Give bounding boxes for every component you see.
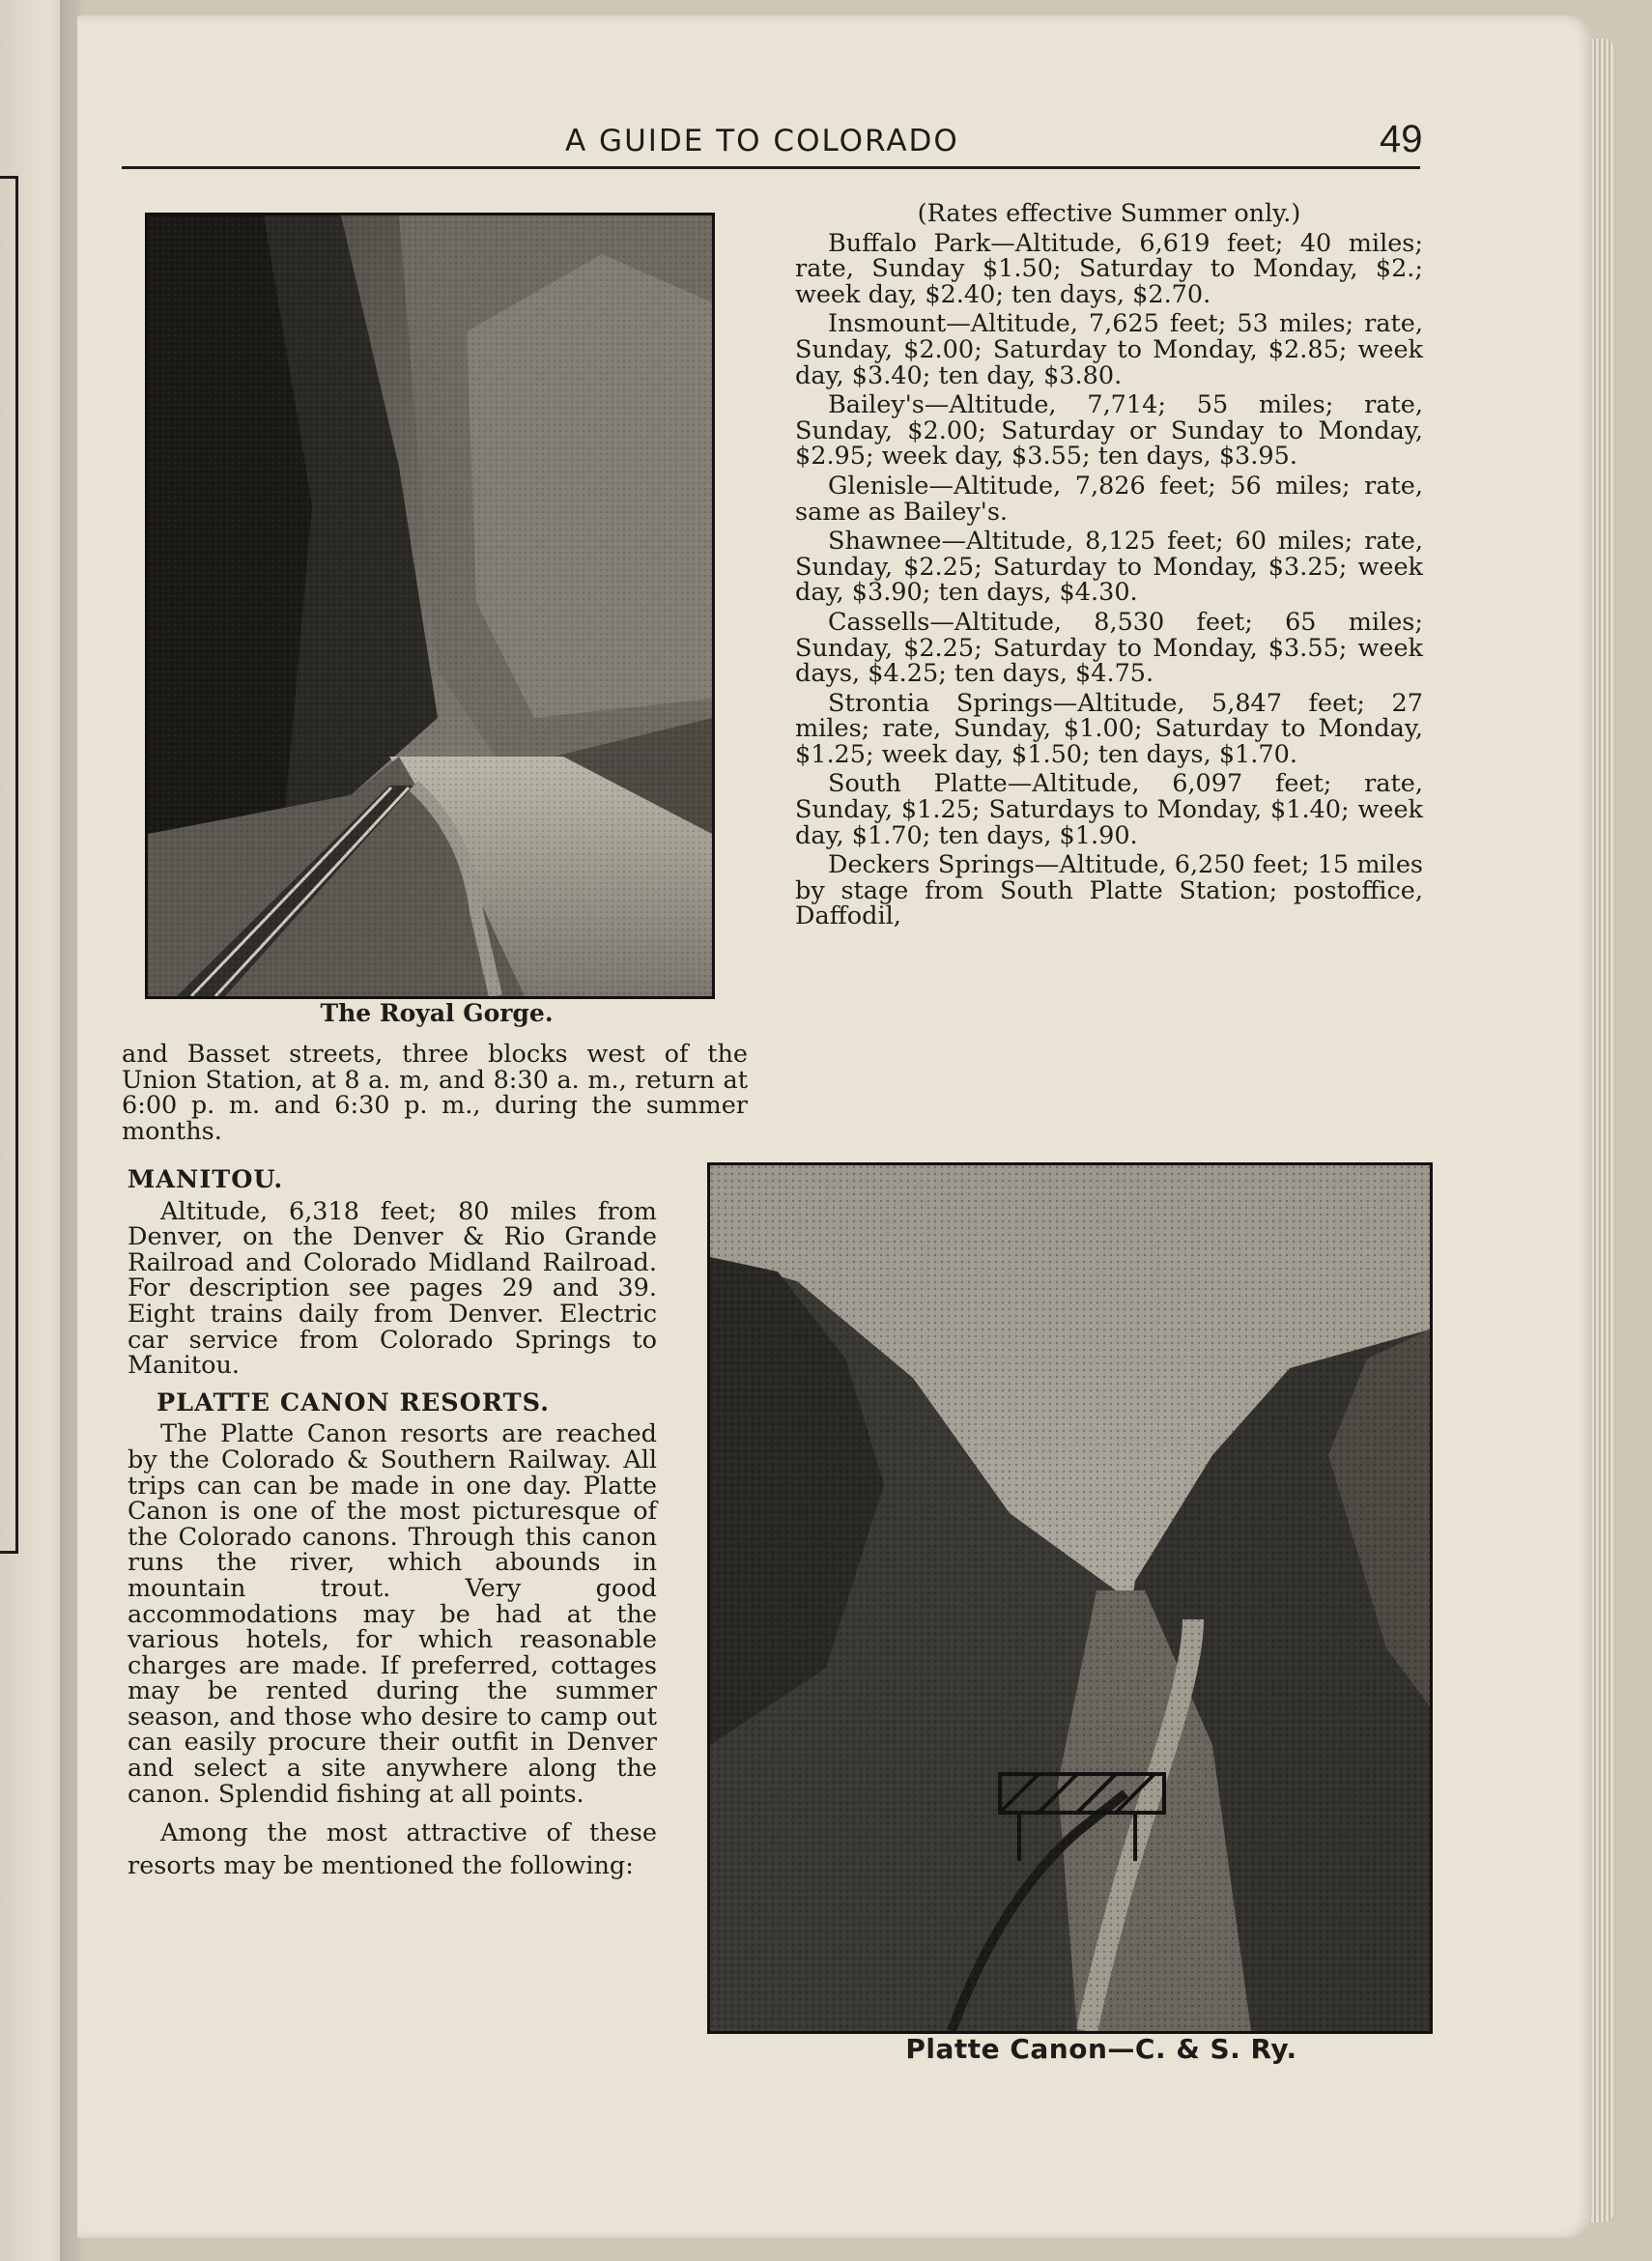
running-title: A GUIDE TO COLORADO [565,124,959,158]
left-sections [128,1167,657,1882]
platte-canon-photo [707,1162,1433,2034]
platte-canon-caption: Platte Canon—C. & S. Ry. [905,2033,1297,2065]
entry-glenisle: Glenisle—Altitude, 7,826 feet; 56 miles; rate, same as Bailey's. [795,471,1423,527]
entry-insmount: Insmount—Altitude, 7,625 feet; 53 miles; rate, Sunday, $2.00; Saturday to Monday, $2.85; week day, $3.40; ten day, $3.80. [795,309,1423,390]
header-rule [122,166,1420,169]
platte-canon-image [710,1165,1430,2031]
entry-south-platte: South Platte—Altitude, 6,097 feet; rate, Sunday, $1.25; Saturdays to Monday, $1.40; week day, $1.70; ten days, $1.90. [795,769,1423,850]
continuation-paragraph [122,1042,748,1144]
royal-gorge-image [148,215,712,996]
royal-gorge-photo [145,213,715,999]
page-number: 49 [1380,118,1423,160]
platte-resorts-heading: PLATTE CANON RESORTS. [157,1388,550,1417]
entry-shawnee: Shawnee—Altitude, 8,125 feet; 60 miles; rate, Sunday, $2.25; Saturday to Monday, $3.25; week day, $3.90; ten days, $4.30. [795,527,1423,608]
entry-baileys: Bailey's—Altitude, 7,714; 55 miles; rate, Sunday, $2.00; Saturday or Sunday to Monday, $2.95; week day, $3.55; ten days, $3.95. [795,390,1423,472]
entry-buffalo-park: Buffalo Park—Altitude, 6,619 feet; 40 miles; rate, Sunday $1.50; Saturday to Monday, $2.; week day, $2.40; ten days, $2.70. [795,228,1423,309]
manitou-heading: MANITOU. [128,1165,284,1194]
continuation-text: and Basset streets, three blocks west of the Union Station, at 8 a. m, and 8:30 a. m., return at 6:00 p. m. and 6:30 p. m., during the summer months. [122,1040,748,1146]
platte-resorts-closing: Among the most attractive of these resorts may be mentioned the following: [128,1818,657,1881]
facing-page-border [0,176,18,1554]
entry-strontia-springs: Strontia Springs—Altitude, 5,847 feet; 27 miles; rate, Sunday, $1.00; Saturday to Monday, $1.25; week day, $1.50; ten days, $1.70. [795,688,1423,769]
entry-deckers-springs: Deckers Springs—Altitude, 6,250 feet; 15 miles by stage from South Platte Station; postoffice, Daffodil, [795,850,1423,931]
rates-note: (Rates effective Summer only.) [917,199,1301,228]
entry-cassells: Cassells—Altitude, 8,530 feet; 65 miles; Sunday, $2.25; Saturday to Monday, $3.55; week days, $4.25; ten days, $4.75. [795,607,1423,689]
royal-gorge-caption: The Royal Gorge. [320,999,554,1027]
manitou-body: Altitude, 6,318 feet; 80 miles from Denver, on the Denver & Rio Grande Railroad and Colorado Midland Railroad. For description see pages 29 and 39. Eight trains daily from Denver. Electric car service from Colorado Springs to Manitou. [128,1196,657,1381]
rates-column [795,201,1423,930]
platte-resorts-body: The Platte Canon resorts are reached by the Colorado & Southern Railway. All trips can can be made in one day. Platte Canon is one of the most picturesque of the Colorado canons. Through this canon runs the river, which abounds in mountain trout. Very good accommodations may be had at the various hotels, for which reasonable charges are made. If preferred, cottages may be rented during the summer season, and those who desire to camp out can easily procure their outfit in Denver and select a site anywhere along the canon. Splendid fishing at all points. [128,1419,657,1809]
